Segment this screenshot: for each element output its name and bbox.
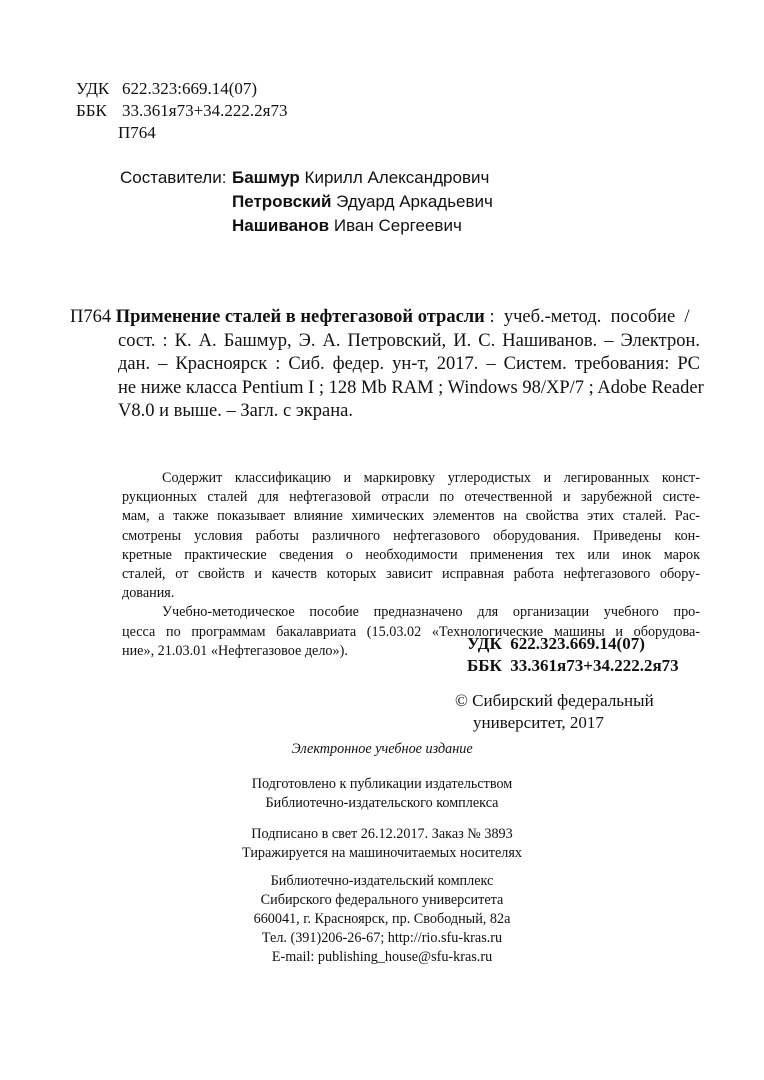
compiler-row (120, 167, 493, 191)
publisher-line: Сибирского федерального университета (260, 892, 504, 908)
copyright (455, 690, 654, 734)
entry-line-5: V8.0 и выше. – Загл. с экрана. (118, 401, 353, 421)
entry-line1-rest: : учеб.-метод. пособие / (484, 307, 690, 327)
publisher-line: 660041, г. Красноярск, пр. Свободный, 82а (253, 911, 511, 927)
prepared-line-2: Библиотечно-издательского комплекса (265, 795, 499, 811)
udk-line (76, 78, 287, 100)
annotation-line: ние», 21.03.01 «Нефтегазовое дело»). (122, 642, 348, 659)
compiler-row (120, 191, 493, 215)
annotation-line: мам, а также показывает влияние химических элементов на свойства этих сталей. Рас- (122, 508, 700, 525)
annotation-line: рукционных сталей для нефтегазовой отрасли по отечественной и зарубежной систе- (122, 489, 700, 506)
bibliographic-entry (70, 305, 704, 423)
compiler-surname: Нашиванов (232, 216, 330, 235)
medium-line: Тиражируется на машиночитаемых носителях (242, 845, 522, 861)
entry-line-2: сост. : К. А. Башмур, Э. А. Петровский, И. С. Нашиванов. – Электрон. (118, 330, 700, 351)
compiler-given: Иван Сергеевич (333, 216, 462, 235)
compilers-block (120, 167, 493, 239)
annotation-line: смотрены условия работы различного нефтегазового оборудования. Приведены кон- (122, 527, 700, 544)
udk-label: УДК (76, 79, 110, 98)
copyright-line-1: © Сибирский федеральный (455, 691, 654, 710)
prepared-block (0, 775, 764, 813)
entry-line-1 (70, 305, 700, 329)
prepared-line-1: Подготовлено к публикации издательством (251, 776, 513, 792)
classification-top (76, 78, 287, 144)
annotation-line: Содержит классификацию и маркировку углеродистых и легированных конст- (162, 470, 700, 486)
author-sign-line (76, 122, 287, 144)
edition-type (0, 740, 764, 759)
compiler-given: Эдуард Аркадьевич (336, 192, 493, 211)
annotation-line: дования. (122, 585, 175, 602)
publisher-line: Тел. (391)206-26-67; http://rio.sfu-kras.ru (261, 930, 503, 946)
compiler-row (120, 215, 493, 239)
author-sign: П764 (118, 123, 156, 142)
edition-type-text: Электронное учебное издание (291, 741, 473, 757)
udk-value: 622.323:669.14(07) (122, 79, 258, 98)
entry-title: Применение сталей в нефтегазовой отрасли (115, 307, 485, 327)
bbk-value: 33.361я73+34.222.2я73 (122, 101, 288, 120)
signed-line: Подписано в свет 26.12.2017. Заказ № 3893 (251, 826, 513, 842)
copyright-line-2: университет, 2017 (473, 713, 604, 732)
bbk-bottom: ББК 33.361я73+34.222.2я73 (467, 656, 679, 675)
annotation-line: кретные практические сведения о необходимости применения тех или инок марок (122, 546, 700, 563)
publisher-block (0, 872, 764, 967)
annotation-line: цесса по программам бакалавриата (15.03.02 «Технологические машины и оборудова- (122, 623, 700, 640)
bbk-line (76, 100, 287, 122)
compilers-label: Составители: (120, 168, 227, 187)
compiler-surname: Петровский (232, 192, 332, 211)
publisher-line: E-mail: publishing_house@sfu-kras.ru (271, 949, 493, 965)
classification-bottom (467, 633, 679, 677)
bbk-label: ББК (76, 101, 107, 120)
entry-line-4: не ниже класса Pentium I ; 128 Mb RAM ; Windows 98/XP/7 ; Adobe Reader (118, 377, 704, 398)
entry-line-3: дан. – Красноярск : Сиб. федер. ун-т, 2017. – Систем. требования: PC (118, 354, 700, 374)
annotation-line: сталей, от свойств и качеств которых зависит исправная работа нефтегазового обору- (122, 565, 700, 582)
udk-bottom: УДК 622.323.669.14(07) (467, 634, 645, 653)
compiler-surname: Башмур (232, 168, 300, 187)
annotation-line: Учебно-методическое пособие предназначено для организации учебного про- (162, 604, 700, 621)
entry-sign: П764 (70, 307, 112, 327)
publisher-line: Библиотечно-издательский комплекс (270, 873, 494, 889)
signed-block (0, 825, 764, 863)
compiler-given: Кирилл Александрович (304, 168, 490, 187)
